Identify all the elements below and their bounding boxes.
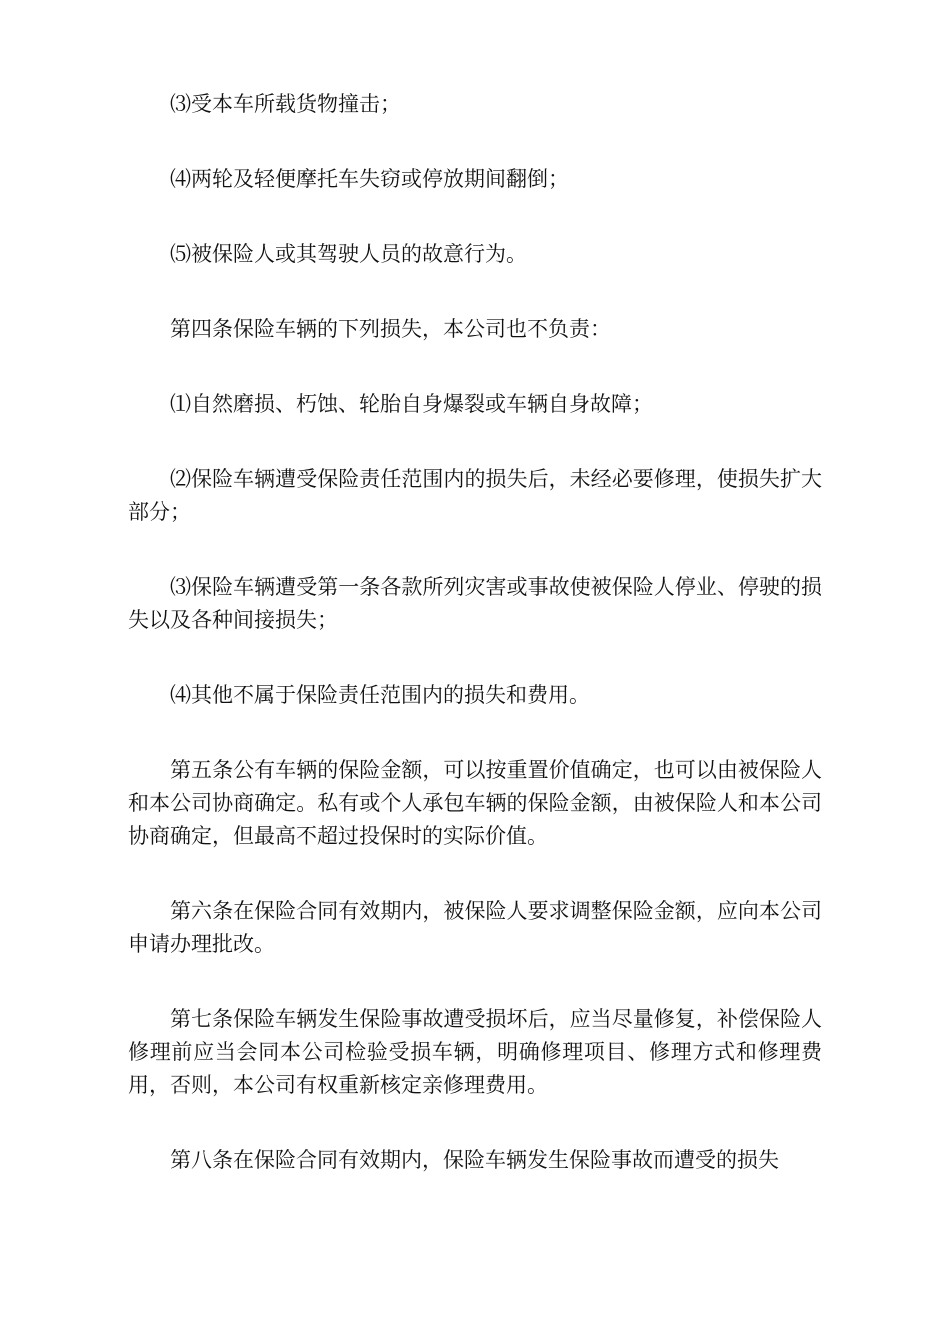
paragraph-article-8: 第八条在保险合同有效期内，保险车辆发生保险事故而遭受的损失 (170, 1148, 779, 1172)
paragraph-clause-3-3: ⑶受本车所载货物撞击； (170, 92, 401, 116)
paragraph-clause-4-3: ⑶保险车辆遭受第一条各款所列灾害或事故使被保险人停业、停驶的损失以及各种间接损失； (128, 575, 822, 632)
paragraph-clause-4-4: ⑷其他不属于保险责任范围内的损失和费用。 (170, 683, 590, 707)
paragraph-article-5: 第五条公有车辆的保险金额，可以按重置价值确定，也可以由被保险人和本公司协商确定。私有或个人承包车辆的保险金额，由被保险人和本公司协商确定，但最高不超过投保时的实际价值。 (128, 758, 822, 848)
paragraph-clause-3-4: ⑷两轮及轻便摩托车失窃或停放期间翻倒； (170, 167, 569, 191)
paragraph-clause-3-5: ⑸被保险人或其驾驶人员的故意行为。 (170, 242, 527, 266)
paragraph-clause-4-1: ⑴自然磨损、朽蚀、轮胎自身爆裂或车辆自身故障； (170, 392, 653, 416)
paragraph-article-7: 第七条保险车辆发生保险事故遭受损坏后，应当尽量修复，补偿保险人修理前应当会同本公司检验受损车辆，明确修理项目、修理方式和修理费用，否则，本公司有权重新核定亲修理费用。 (128, 1007, 822, 1097)
document-page (128, 88, 822, 1219)
paragraph-article-6: 第六条在保险合同有效期内，被保险人要求调整保险金额，应向本公司申请办理批改。 (128, 899, 822, 956)
paragraph-clause-4-2: ⑵保险车辆遭受保险责任范围内的损失后，未经必要修理，使损失扩大部分； (128, 467, 822, 524)
paragraph-article-4: 第四条保险车辆的下列损失，本公司也不负责： (170, 317, 611, 341)
